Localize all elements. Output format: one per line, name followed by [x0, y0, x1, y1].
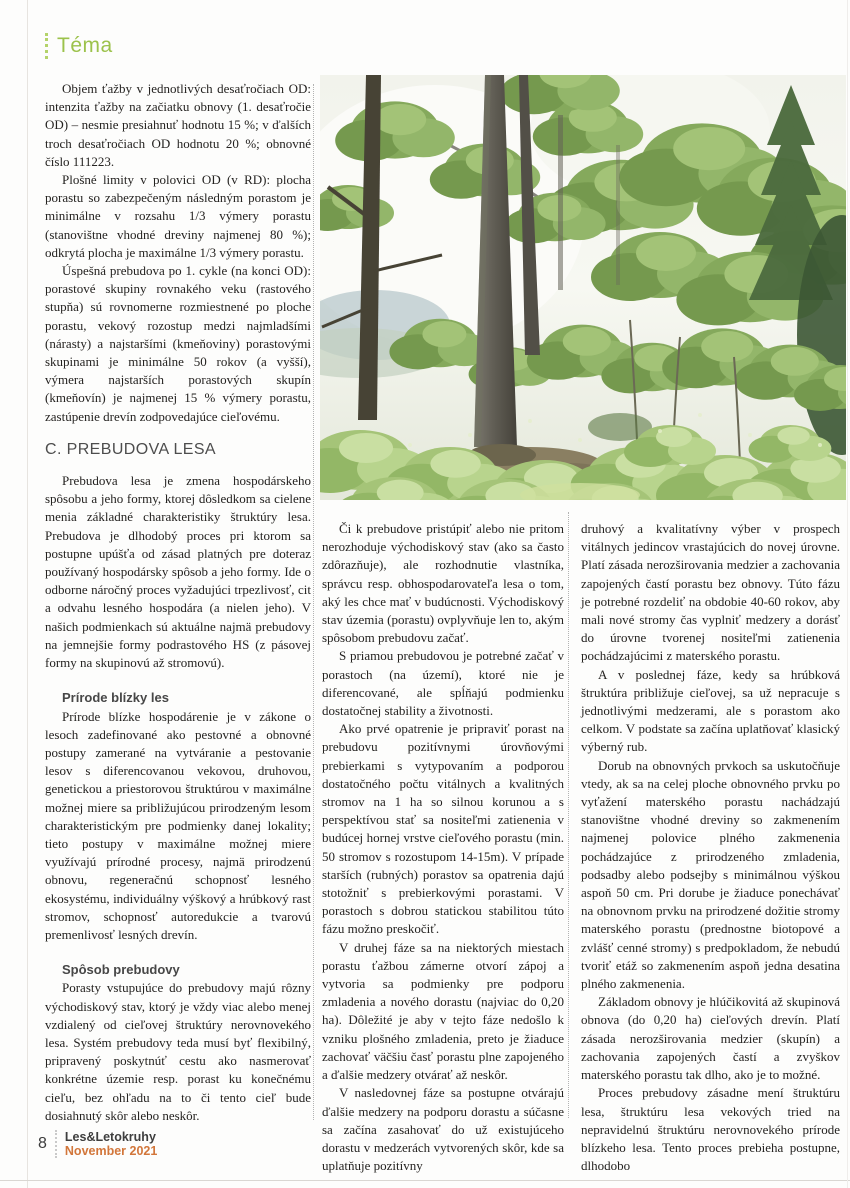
footer-divider	[55, 1130, 57, 1158]
body-paragraph: V druhej fáze sa na niektorých miestach porastu ťažbou zámerne otvorí zápoj a vytvoria sa podmienky pre podporu zmladenia a nového dorastu (najviac do 0,20 ha). Dôležité je aby v tejto fáze nedošlo k vzniku plošného zmladenia, preto je žiaduce zachovať väčšiu časť porastu plne zapojeného a ďalšie medzery otvárať až neskôr.	[322, 939, 564, 1083]
forest-photo-art	[320, 75, 846, 500]
body-paragraph: V nasledovnej fáze sa postupne otvárajú ďalšie medzery na podporu dorastu a súčasne sa začína zasahovať do už existujúceho dorastu v medzerách vytvorených skôr, kde sa uplatňuje pozitívny	[322, 1085, 564, 1174]
magazine-name: Les&Letokruhy	[64, 1130, 156, 1144]
body-paragraph: Ako prvé opatrenie je pripraviť porast na prebudovu pozitívnymi úrovňovými prebierkami s vytypovaním a podporou dostatočného počtu vitálnych a kvalitných stromov na 1 ha so silnou korunou a s perspektívou stať sa nositeľmi zatienenia v budúcej hornej vrstve cieľového porastu (min. 50 stromov s rozostupom 14-15m). V prípade starších (rubných) porastov sa opatrenia dajú stotožniť s prebierkovými porastami. V porastoch s dobrou statickou stabilitou túto fázu možno preskočiť.	[322, 721, 564, 937]
page-edge-right	[847, 0, 848, 1188]
body-paragraph: Dorub na obnovných prvkoch sa uskutočňuje vtedy, ak sa na celej ploche obnovného prvku po vyťažení materského porastu nachádzajú stanovištne vhodné dreviny so zakmenením najmenej polovice plného zakmenenia pochádzajúce z prirodzeného zmladenia, podsadby alebo podsejby s minimálnou výškou aspoň 50 cm. Pri dorube je žiaduce ponechávať na obnovnom prvku na prirodzené dožitie stromy materského porastu (prednostne biotopové a zvlášť cenné stromy) s predpokladom, že nebudú tvoriť etáž so zakmenením aspoň jedna desatina plného zakmenenia.	[581, 757, 840, 992]
right-column	[581, 520, 840, 1175]
page-edge-left	[27, 0, 28, 1188]
section-label: Téma	[45, 33, 113, 59]
middle-column	[322, 520, 564, 1175]
column-divider-middle	[568, 512, 569, 1118]
body-paragraph: Porasty vstupujúce do prebudovy majú rôzny východiskový stav, ktorý je vždy viac alebo menej vzdialený od cieľovej štruktúry nerovnovekého lesa. Systém prebudovy teda musí byť flexibilný, pripravený poskytnúť cestu ako nasmerovať konkrétne územie resp. porast ku konečnému cieľu, bez ohľadu na to či tento cieľ bude dosiahnutý skôr alebo neskôr.	[45, 980, 311, 1123]
issue-date: November 2021	[64, 1144, 158, 1158]
body-paragraph: Plošné limity v polovici OD (v RD): plocha porastu so zabezpečeným následným porastom je minimálne v rozsahu 1/3 výmery porastu (stanovištne vhodné dreviny najmenej 80 %); odkrytá plocha je maximálne 1/3 výmery porastu.	[45, 172, 311, 260]
footer-magazine-block	[65, 1130, 157, 1158]
section-heading: C. PREBUDOVA LESA	[45, 440, 217, 458]
body-paragraph: Objem ťažby v jednotlivých desaťročiach OD: intenzita ťažby na začiatku obnovy (1. desaťročie OD) – nesmie presiahnuť hodnotu 15 %; v ďalších troch desaťročiach OD hodnotu 20 %; obnovné číslo 111223.	[45, 81, 311, 169]
body-paragraph: S priamou prebudovou je potrebné začať v porastoch (na území), ktoré nie je diferencované, ale spĺňajú podmienku dostatočnej stability a životnosti.	[322, 648, 564, 719]
body-paragraph: Prebudova lesa je zmena hospodárskeho spôsobu a jeho formy, ktorej dôsledkom sa cielene menia základné charakteristiky štruktúry lesa. Prebudova je dlhodobý proces pri ktorom sa postupne upúšťa od zásad platných pre doteraz používaný hospodársky spôsob a jeho formy. Ide o odborne náročný proces vyžadujúci trpezlivosť, cit a odvahu lesného hospodára (a nielen jeho). V našich podmienkach sú aktuálne najmä prebudovy na jemnejšie formy podrastového HS (z pásovej formy na skupinovú až stromovú).	[45, 473, 311, 671]
body-paragraph: Či k prebudove pristúpiť alebo nie pritom nerozhoduje východiskový stav (ako sa často zdôrazňuje), ale rozhodnutie vlastníka, správcu resp. obhospodarovateľa lesa o tom, aký les chce mať v budúcnosti. Východiskový stav územia (porastu) ovplyvňuje len to, akým spôsobom prebudovu začať.	[322, 521, 564, 646]
forest-photo	[320, 75, 846, 500]
body-paragraph: Úspešná prebudova po 1. cykle (na konci OD): porastové skupiny rovnakého veku (rastového stupňa) sú rovnomerne rozmiestnené po ploche porastu, vekový rozostup medzi najmladšími (nárasty) a najstaršími (kmeňoviny) porastovými skupinami je minimálne 50 rokov (a vyšší), výmera najstarších porastových skupín (kmeňovín) je najmenej 15 % výmery porastu, zastúpenie drevín zodpovedajúce cieľovému.	[45, 263, 311, 424]
page-footer	[38, 1130, 157, 1158]
body-paragraph: druhový a kvalitatívny výber v prospech vitálnych jedincov vrastajúcich do novej úrovne. Platí zásada nerozširovania medzier a zachovania zapojených častí porastu bez obnovy. Túto fázu je potrebné rozdeliť na obdobie 40-60 rokov, aby mali nové stromy čas vyplniť medzery a dorásť do úrovne tvorenej nositeľmi zatienenia pochádzajúcimi z materského porastu.	[581, 521, 840, 664]
body-paragraph: Základom obnovy je hlúčikovitá až skupinová obnova (do 0,20 ha) cieľových drevín. Platí zásada nerozširovania medzier (skupín) a zachovania zapojených častí a zvyškov materského porastu tak dlho, ako je to možné.	[581, 994, 840, 1083]
subsection-title: Spôsob prebudovy	[62, 962, 180, 978]
left-column	[45, 80, 311, 1125]
subsection-title: Prírode blízky les	[62, 690, 169, 706]
body-paragraph: A v poslednej fáze, kedy sa hrúbková štruktúra približuje cieľovej, sa už nepracuje s jednotlivými medzerami, ale s porastom ako celkom. V podstate sa začína uplatňovať klasický výberný rub.	[581, 666, 840, 755]
page-edge-bottom	[0, 1180, 850, 1181]
body-paragraph: Proces prebudovy zásadne mení štruktúru lesa, štruktúru lesa vekových tried na nepravidelnú štruktúru nerovnovekého prírode blízkeho lesa. Tento proces prebieha postupne, dlhodobo	[581, 1085, 840, 1174]
body-paragraph: Prírode blízke hospodárenie je v zákone o lesoch zadefinované ako pestovné a obnovné postupy zamerané na vytváranie a pestovanie lesov s diferencovanou vekovou, druhovou, genetickou a priestorovou štruktúrou v maximálne možnej miere sa približujúcou prirodzeným lesom charakteristickým pre podmienky danej lokality; tieto postupy v maximálne možnej miere využívajú prírodné procesy, najmä prirodzenú obnovu, regeneračnú schopnosť lesného ekosystému, individuálny výškový a hrúbkový rast stromov, schopnosť autoredukcie a tvarovú premenlivosť lesných drevín.	[45, 708, 311, 942]
column-divider-left	[313, 84, 314, 1120]
page-number: 8	[38, 1135, 47, 1152]
